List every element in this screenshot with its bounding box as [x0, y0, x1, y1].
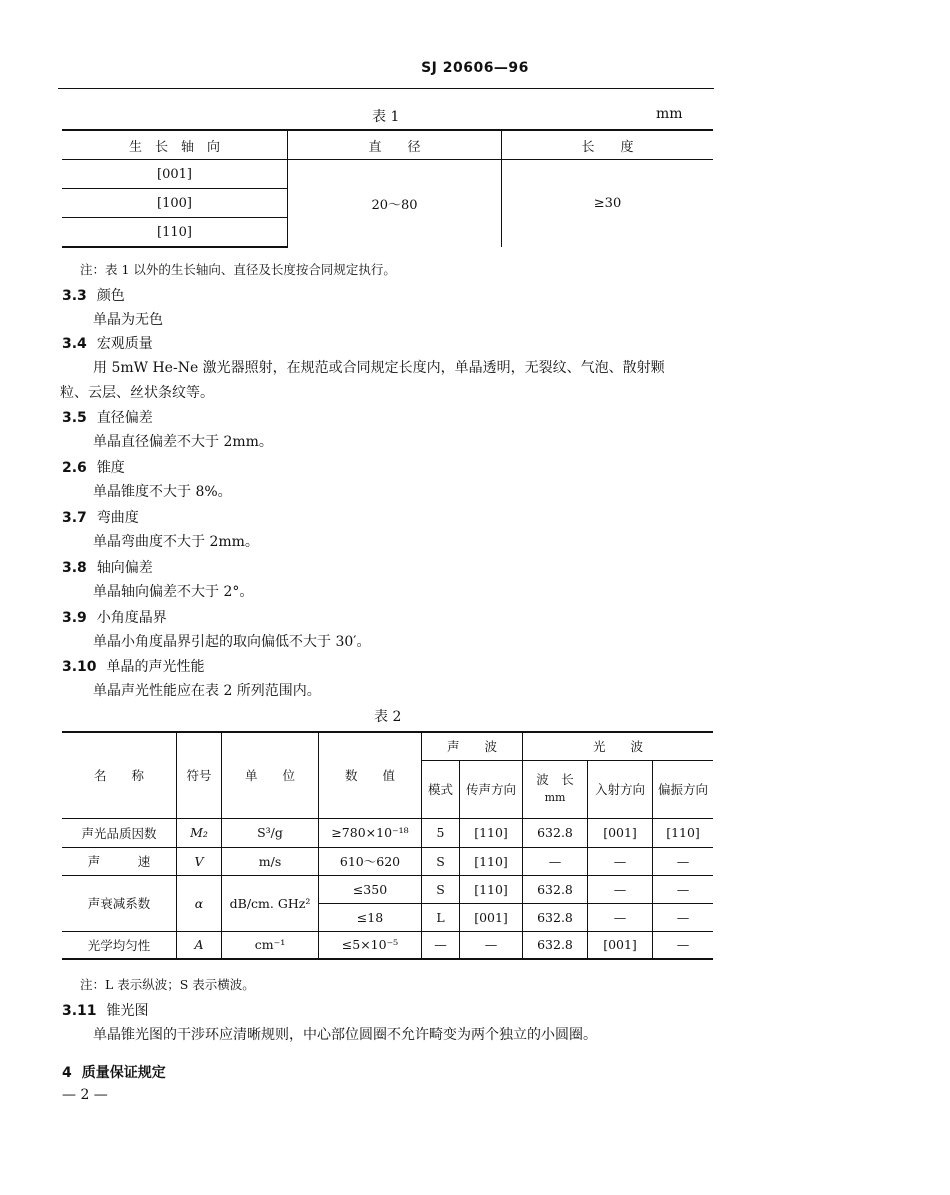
table2-cell-wavelength: 632.8 [523, 931, 588, 959]
table2-cell-mode: L [422, 903, 460, 931]
table2-cell-incident: [001] [588, 818, 653, 847]
section-3-5-heading: 3.5 直径偏差 [62, 410, 153, 426]
table1-unit: mm [656, 106, 683, 122]
section-3-4-body-line1: 用 5mW He-Ne 激光器照射，在规范或合同规定长度内，单晶透明，无裂纹、气泡、散射颗 [93, 360, 665, 376]
table1-diameter-value: 20～80 [288, 160, 502, 248]
header-rule [58, 88, 714, 89]
table2-cell-prop: [110] [460, 818, 523, 847]
section-3-9-body: 单晶小角度晶界引起的取向偏低不大于 30′。 [93, 634, 371, 650]
table2-cell-value: ≤18 [319, 903, 422, 931]
table2-cell-name: 声 速 [62, 847, 177, 875]
section-3-9-heading: 3.9 小角度晶界 [62, 610, 167, 626]
section-3-10-heading: 3.10 单晶的声光性能 [62, 659, 205, 675]
table1-note: 注：表 1 以外的生长轴向、直径及长度按合同规定执行。 [80, 262, 396, 277]
table2-cell-polar: [110] [653, 818, 714, 847]
section-3-11-heading: 3.11 锥光图 [62, 1003, 149, 1019]
table2-header-value: 数 值 [319, 732, 422, 818]
section-2-6-heading: 2.6 锥度 [62, 460, 125, 476]
table2-header-polar-dir: 偏振方向 [653, 760, 714, 818]
table2-header-optical: 光 波 [523, 732, 714, 760]
table2-cell-incident: — [588, 903, 653, 931]
table2-cell-polar: — [653, 847, 714, 875]
table2-cell-name: 声衰减系数 [62, 875, 177, 931]
table2-cell-value: ≤5×10⁻⁵ [319, 931, 422, 959]
table2-cell-polar: — [653, 875, 714, 903]
section-3-7-heading: 3.7 弯曲度 [62, 510, 139, 526]
table2-row [62, 931, 713, 959]
table2-cell-prop: [110] [460, 847, 523, 875]
section-3-3-heading: 3.3 颜色 [62, 288, 125, 304]
table2-cell-wavelength: 632.8 [523, 903, 588, 931]
page-number: — 2 — [62, 1087, 108, 1103]
table2-header-mode: 模式 [422, 760, 460, 818]
table2-cell-symbol: α [177, 875, 222, 931]
table2-cell-wavelength: — [523, 847, 588, 875]
table2-cell-mode: — [422, 931, 460, 959]
table2-cell-name: 光学均匀性 [62, 931, 177, 959]
table2-cell-prop: — [460, 931, 523, 959]
table1-axis-100: [100] [62, 189, 288, 218]
table1 [62, 129, 713, 248]
table2-cell-prop: [110] [460, 875, 523, 903]
table2-cell-polar: — [653, 931, 714, 959]
table2-row [62, 875, 713, 903]
table2-cell-name: 声光品质因数 [62, 818, 177, 847]
table2-cell-symbol: M₂ [177, 818, 222, 847]
table2-cell-incident: [001] [588, 931, 653, 959]
table2-cell-unit: m/s [222, 847, 319, 875]
table2-cell-value: ≥780×10⁻¹⁸ [319, 818, 422, 847]
table2-cell-value: 610～620 [319, 847, 422, 875]
table2-cell-polar: — [653, 903, 714, 931]
table2-cell-prop: [001] [460, 903, 523, 931]
section-3-11-body: 单晶锥光图的干涉环应清晰规则，中心部位圆圈不允许畸变为两个独立的小圆圈。 [93, 1027, 597, 1043]
table2-header-symbol: 符号 [177, 732, 222, 818]
section-3-8-body: 单晶轴向偏差不大于 2°。 [93, 584, 254, 600]
section-3-4-body-line2: 粒、云层、丝状条纹等。 [60, 385, 214, 401]
table1-header-length: 长 度 [502, 130, 714, 160]
table2-cell-unit: S³/g [222, 818, 319, 847]
table2-cell-mode: 5 [422, 818, 460, 847]
section-3-8-heading: 3.8 轴向偏差 [62, 560, 153, 576]
section-4-heading: 4 质量保证规定 [62, 1065, 166, 1081]
table2-cell-incident: — [588, 847, 653, 875]
table2-note: 注：L 表示纵波；S 表示横波。 [80, 977, 255, 992]
table1-header-axis: 生 长 轴 向 [62, 130, 288, 160]
table2-cell-unit: cm⁻¹ [222, 931, 319, 959]
table2-cell-wavelength: 632.8 [523, 875, 588, 903]
section-2-6-body: 单晶锥度不大于 8%。 [93, 484, 232, 500]
table2-cell-symbol: V [177, 847, 222, 875]
table2-cell-wavelength: 632.8 [523, 818, 588, 847]
section-3-7-body: 单晶弯曲度不大于 2mm。 [93, 534, 259, 550]
table2-header-acoustic: 声 波 [422, 732, 523, 760]
table2-cell-value: ≤350 [319, 875, 422, 903]
table2-header-wavelength: 波 长 mm [523, 760, 588, 818]
table1-axis-110: [110] [62, 218, 288, 248]
table2 [62, 731, 713, 960]
table2-cell-incident: — [588, 875, 653, 903]
table2-row [62, 818, 713, 847]
table2-cell-mode: S [422, 847, 460, 875]
table2-header-prop-dir: 传声方向 [460, 760, 523, 818]
section-3-3-body: 单晶为无色 [93, 312, 163, 328]
table2-cell-mode: S [422, 875, 460, 903]
table2-row [62, 847, 713, 875]
table2-cell-unit: dB/cm. GHz² [222, 875, 319, 931]
table1-length-value: ≥30 [502, 160, 714, 248]
table2-cell-symbol: A [177, 931, 222, 959]
section-3-4-heading: 3.4 宏观质量 [62, 336, 153, 352]
section-3-5-body: 单晶直径偏差不大于 2mm。 [93, 434, 273, 450]
table1-axis-001: [001] [62, 160, 288, 189]
table2-header-name: 名 称 [62, 732, 177, 818]
section-3-10-body: 单晶声光性能应在表 2 所列范围内。 [93, 683, 321, 699]
table1-title: 表 1 [372, 109, 400, 125]
table2-header-unit: 单 位 [222, 732, 319, 818]
table2-header-incident-dir: 入射方向 [588, 760, 653, 818]
table2-title: 表 2 [374, 709, 402, 725]
document-code: SJ 20606—96 [421, 60, 529, 76]
table1-header-diameter: 直 径 [288, 130, 502, 160]
